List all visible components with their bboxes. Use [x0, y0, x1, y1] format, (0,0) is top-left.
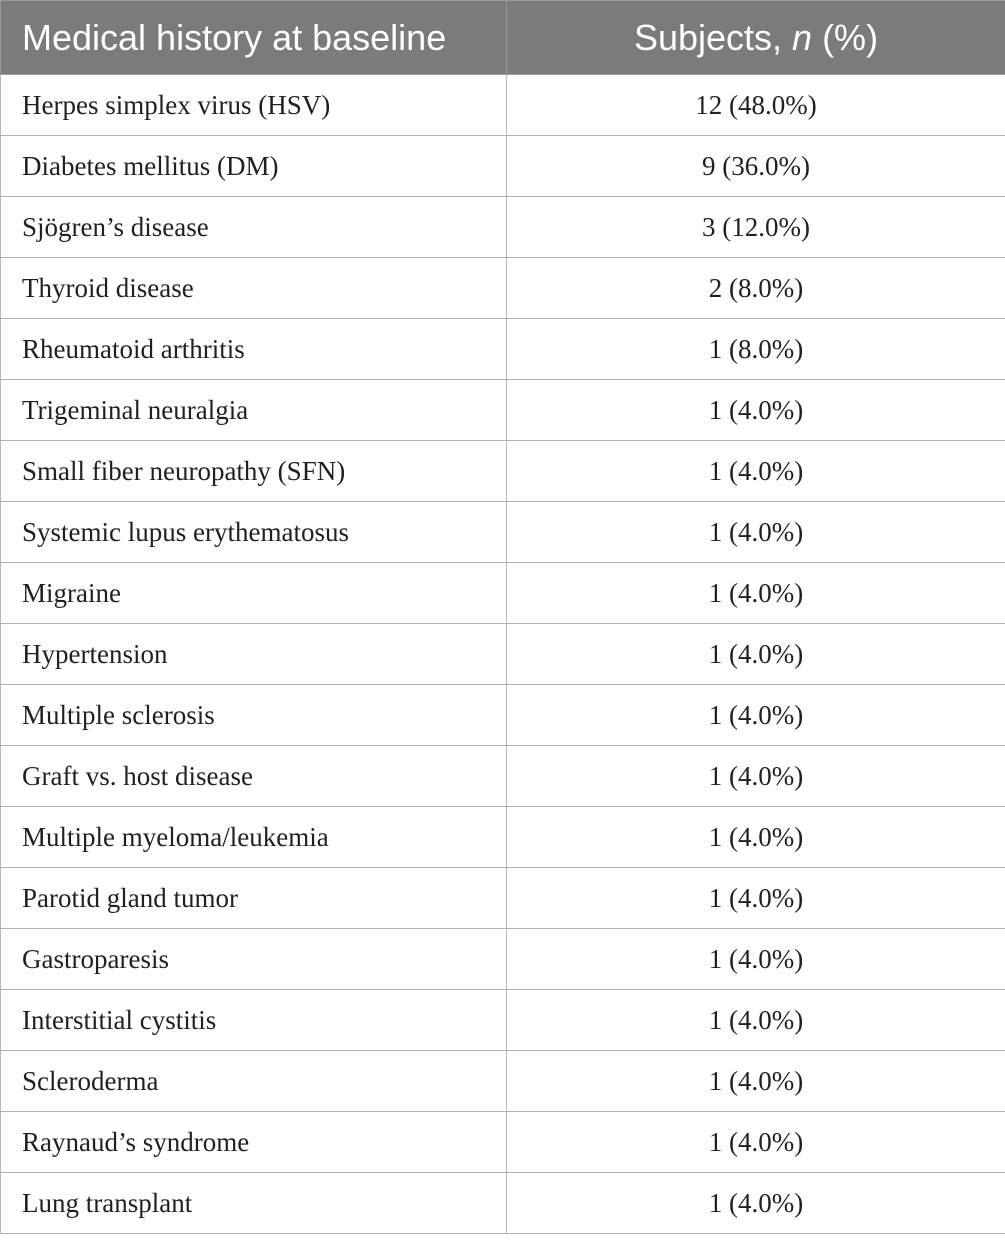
table-row: [1, 746, 1005, 807]
subjects-cell: 1 (4.0%): [507, 1173, 1005, 1234]
table-row: [1, 441, 1005, 502]
table-row: [1, 1173, 1005, 1234]
subjects-cell: 12 (48.0%): [507, 75, 1005, 136]
subjects-cell: 1 (4.0%): [507, 990, 1005, 1051]
condition-cell: Gastroparesis: [1, 929, 507, 990]
table-row: [1, 75, 1005, 136]
condition-cell: Lung transplant: [1, 1173, 507, 1234]
condition-cell: Herpes simplex virus (HSV): [1, 75, 507, 136]
condition-cell: Multiple myeloma/leukemia: [1, 807, 507, 868]
subjects-cell: 1 (4.0%): [507, 746, 1005, 807]
condition-cell: Hypertension: [1, 624, 507, 685]
condition-cell: Parotid gland tumor: [1, 868, 507, 929]
condition-cell: Diabetes mellitus (DM): [1, 136, 507, 197]
table-body: [1, 75, 1005, 1234]
condition-cell: Scleroderma: [1, 1051, 507, 1112]
subjects-cell: 3 (12.0%): [507, 197, 1005, 258]
subjects-cell: 1 (4.0%): [507, 685, 1005, 746]
condition-cell: Multiple sclerosis: [1, 685, 507, 746]
table-row: [1, 197, 1005, 258]
table-row: [1, 868, 1005, 929]
table-header-row: [1, 1, 1005, 75]
subjects-cell: 1 (4.0%): [507, 441, 1005, 502]
header-subjects-suffix: (%): [812, 16, 879, 58]
subjects-cell: 9 (36.0%): [507, 136, 1005, 197]
subjects-cell: 1 (4.0%): [507, 1051, 1005, 1112]
condition-cell: Rheumatoid arthritis: [1, 319, 507, 380]
subjects-cell: 1 (4.0%): [507, 502, 1005, 563]
condition-cell: Sjögren’s disease: [1, 197, 507, 258]
header-subjects-prefix: Subjects,: [633, 16, 793, 58]
condition-cell: Trigeminal neuralgia: [1, 380, 507, 441]
table-row: [1, 502, 1005, 563]
subjects-cell: 1 (4.0%): [507, 1112, 1005, 1173]
table-row: [1, 380, 1005, 441]
header-medical-history: Medical history at baseline: [1, 1, 507, 75]
table-row: [1, 136, 1005, 197]
subjects-cell: 1 (4.0%): [507, 807, 1005, 868]
header-subjects: [507, 1, 1005, 75]
table-row: [1, 258, 1005, 319]
condition-cell: Graft vs. host disease: [1, 746, 507, 807]
table-row: [1, 990, 1005, 1051]
subjects-cell: 1 (8.0%): [507, 319, 1005, 380]
subjects-cell: 1 (4.0%): [507, 868, 1005, 929]
condition-cell: Raynaud’s syndrome: [1, 1112, 507, 1173]
table-row: [1, 929, 1005, 990]
condition-cell: Small fiber neuropathy (SFN): [1, 441, 507, 502]
condition-cell: Thyroid disease: [1, 258, 507, 319]
table-row: [1, 1112, 1005, 1173]
table-row: [1, 807, 1005, 868]
subjects-cell: 1 (4.0%): [507, 929, 1005, 990]
table-row: [1, 624, 1005, 685]
header-subjects-n: n: [792, 16, 813, 58]
subjects-cell: 1 (4.0%): [507, 563, 1005, 624]
condition-cell: Systemic lupus erythematosus: [1, 502, 507, 563]
subjects-cell: 1 (4.0%): [507, 380, 1005, 441]
table-row: [1, 685, 1005, 746]
table-row: [1, 563, 1005, 624]
table-row: [1, 1051, 1005, 1112]
condition-cell: Migraine: [1, 563, 507, 624]
table-row: [1, 319, 1005, 380]
condition-cell: Interstitial cystitis: [1, 990, 507, 1051]
subjects-cell: 2 (8.0%): [507, 258, 1005, 319]
subjects-cell: 1 (4.0%): [507, 624, 1005, 685]
